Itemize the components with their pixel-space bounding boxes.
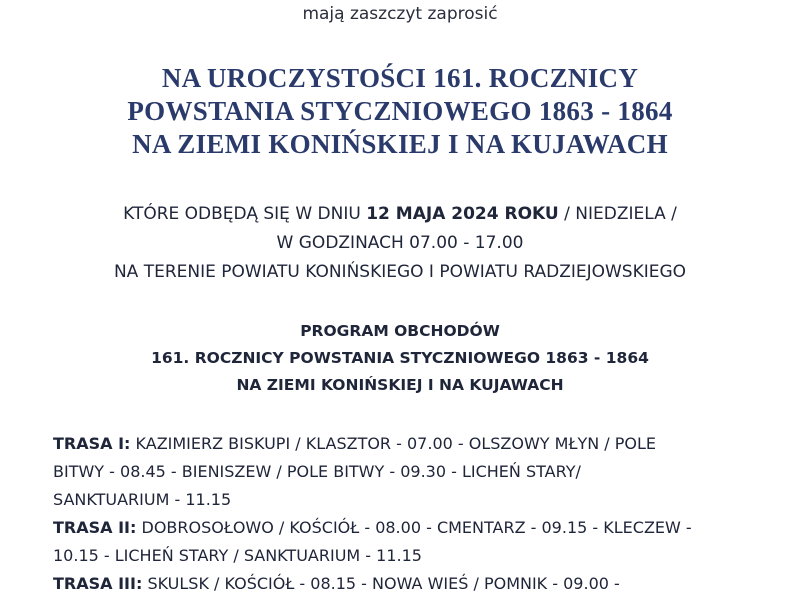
route-1-line-3: SANKTUARIUM - 11.15 <box>53 490 232 509</box>
route-1-text-1: KAZIMIERZ BISKUPI / KLASZTOR - 07.00 - OLSZOWY MŁYN / POLE <box>130 434 657 453</box>
program-line-1: PROGRAM OBCHODÓW <box>300 322 500 340</box>
route-1-line-1 <box>53 430 793 458</box>
event-date-prefix: KTÓRE ODBĘDĄ SIĘ W DNIU <box>123 204 367 224</box>
event-date-line <box>0 200 800 229</box>
title-line-2: POWSTANIA STYCZNIOWEGO 1863 - 1864 <box>127 96 673 126</box>
route-2-label: TRASA II: <box>53 518 137 537</box>
event-title <box>0 62 800 161</box>
route-3-text-1: SKULSK / KOŚCIÓŁ - 08.15 - NOWA WIEŚ / POMNIK - 09.00 - <box>142 574 620 593</box>
program-line-2: 161. ROCZNICY POWSTANIA STYCZNIOWEGO 1863 - 1864 <box>151 349 649 367</box>
route-2-text-1: DOBROSOŁOWO / KOŚCIÓŁ - 08.00 - CMENTARZ - 09.15 - KLECZEW - <box>136 518 692 537</box>
route-2-line-2: 10.15 - LICHEŃ STARY / SANKTUARIUM - 11.15 <box>53 546 422 565</box>
route-1-label: TRASA I: <box>53 434 131 453</box>
title-line-3: NA ZIEMI KONIŃSKIEJ I NA KUJAWACH <box>132 129 668 159</box>
route-1-line-2: BITWY - 08.45 - BIENISZEW / POLE BITWY - 09.30 - LICHEŃ STARY/ <box>53 462 581 481</box>
event-hours: W GODZINACH 07.00 - 17.00 <box>276 233 524 253</box>
event-details <box>0 200 800 287</box>
intro-text: mają zaszczyt zaprosić <box>302 4 498 24</box>
route-2-line-1 <box>53 514 793 542</box>
routes-list <box>53 430 793 598</box>
route-3-label: TRASA III: <box>53 574 143 593</box>
program-heading <box>0 318 800 399</box>
title-line-1: NA UROCZYSTOŚCI 161. ROCZNICY <box>161 63 639 93</box>
program-line-3: NA ZIEMI KONIŃSKIEJ I NA KUJAWACH <box>236 376 564 394</box>
event-day: / NIEDZIELA / <box>558 204 677 224</box>
event-location: NA TERENIE POWIATU KONIŃSKIEGO I POWIATU RADZIEJOWSKIEGO <box>113 262 687 282</box>
event-date: 12 MAJA 2024 ROKU <box>366 204 559 224</box>
route-3-line-1 <box>53 570 793 598</box>
